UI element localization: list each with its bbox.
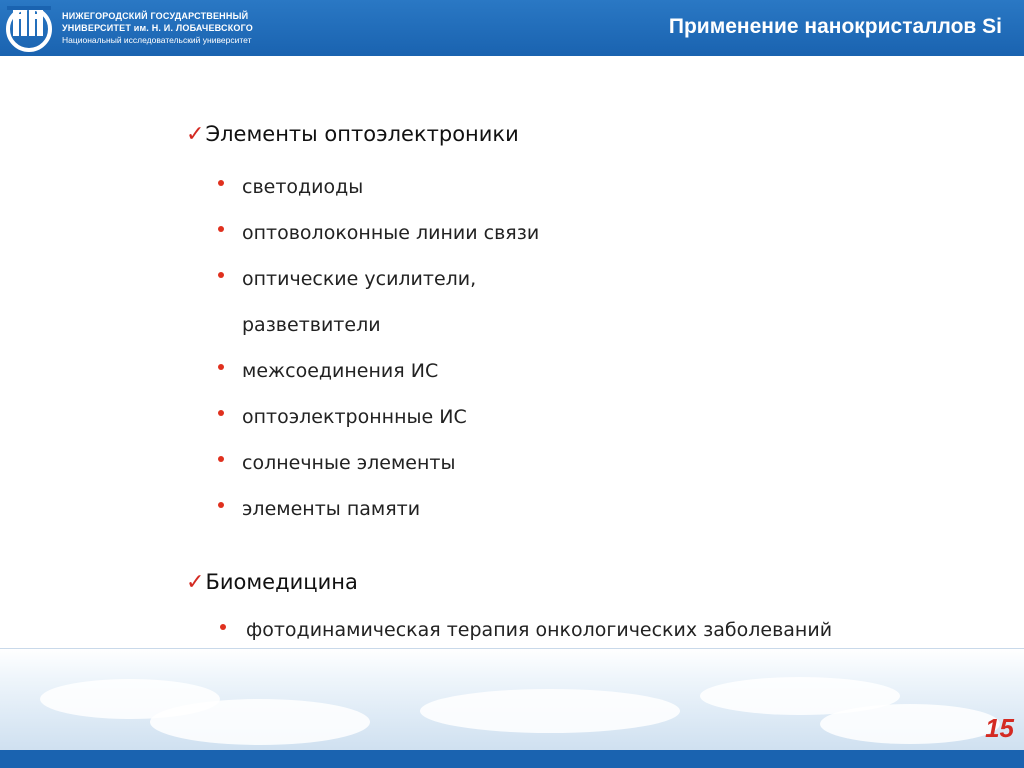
check-icon: ✓: [186, 122, 205, 147]
section-heading-optoelectronics: [186, 122, 519, 147]
section-heading-biomedicine: [186, 570, 358, 595]
header-bar: [0, 0, 1024, 56]
list-item: солнечные элементы: [242, 452, 456, 474]
list-item: оптические усилители,: [242, 268, 477, 290]
bullet-icon: [220, 624, 226, 630]
bullet-icon: [218, 502, 224, 508]
list-item: межсоединения ИС: [242, 360, 439, 382]
university-name-line3: Национальный исследовательский университет: [62, 35, 252, 45]
slide-title: Применение нанокристаллов Si: [668, 15, 1002, 38]
list-item: фотодинамическая терапия онкологических заболеваний: [246, 619, 833, 641]
check-icon: ✓: [186, 570, 205, 595]
section-heading-label: Биомедицина: [205, 570, 358, 594]
footer-bar: [0, 750, 1024, 768]
list-item: элементы памяти: [242, 498, 421, 520]
list-item: оптоволоконные линии связи: [242, 222, 540, 244]
bullet-icon: [218, 456, 224, 462]
university-logo-icon: [4, 4, 54, 52]
section-heading-label: Элементы оптоэлектроники: [205, 122, 519, 146]
bullet-icon: [218, 226, 224, 232]
university-name-line2: УНИВЕРСИТЕТ им. Н. И. ЛОБАЧЕВСКОГО: [62, 23, 253, 33]
footer-sky-background: [0, 648, 1024, 751]
university-name: [62, 10, 253, 46]
list-item: оптоэлектроннные ИС: [242, 406, 467, 428]
page-number: 15: [985, 713, 1014, 743]
bullet-icon: [218, 180, 224, 186]
bullet-icon: [218, 410, 224, 416]
bullet-icon: [218, 364, 224, 370]
list-item-continuation: разветвители: [242, 314, 381, 336]
university-name-line1: НИЖЕГОРОДСКИЙ ГОСУДАРСТВЕННЫЙ: [62, 11, 249, 21]
bullet-icon: [218, 272, 224, 278]
list-item: светодиоды: [242, 176, 364, 198]
